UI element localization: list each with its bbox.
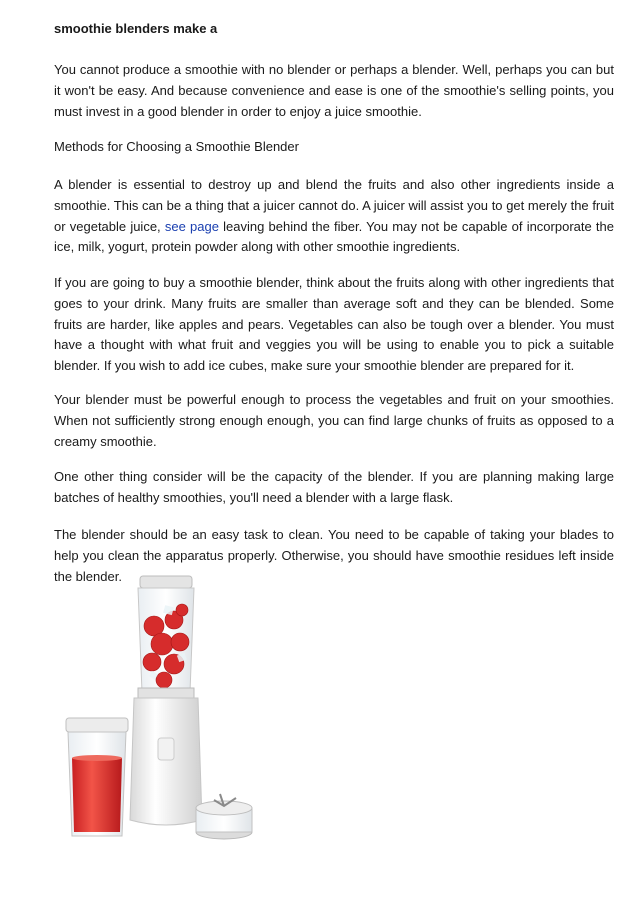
paragraph-cleaning: The blender should be an easy task to clean. You need to be capable of taking your blades to help you clean the apparatus properly. Otherwise, you should have smoothie residues left inside the blender. [54,527,614,584]
paragraph-power: Your blender must be powerful enough to process the vegetables and fruit on your smoothies. When not sufficiently strong enough enough, you can find large chunks of fruits as opposed to a creamy smoothie. [54,392,614,449]
paragraph-intro: You cannot produce a smoothie with no blender or perhaps a blender. Well, perhaps you can but it won't be easy. And because convenience and ease is one of the smoothie's selling points, you must invest in a good blender in order to enjoy a juice smoothie. [54,62,614,119]
section-heading: Methods for Choosing a Smoothie Blender [54,139,299,154]
paragraph-fruits: If you are going to buy a smoothie blender, think about the fruits along with other ingredients that goes to your drink. Many fruits are smaller than average soft and they can be blended. Some fruits are harder, like apples and pears. Vegetables can also be tough over a blender. You must have a thought with what fruit and veggies you will be using to enable you to pick a suitable blender. If you wish to add ice cubes, make sure your smoothie blender are prepared for it. [54,275,614,374]
paragraph-juicer [54,175,614,258]
paragraph-juicer-text-1: A blender is essential to destroy up and blend the fruits and also other ingredients inside a smoothie. This can be a thing that a juicer cannot do. A juicer will assist you to get merely the fruit or vegetable juice, [54,177,614,234]
see-page-link[interactable]: see page [164,218,219,234]
paragraph-capacity: One other thing consider will be the capacity of the blender. If you are planning making large batches of healthy smoothies, you'll need a blender with a large flask. [54,469,614,505]
document-title: smoothie blenders make a [54,21,218,36]
paragraph-juicer-text-2: leaving behind the fiber. You may not be capable of incorporate the ice, milk, yogurt, protein powder along with other smoothie ingredients. [54,218,614,255]
smoothie-blender-image [54,568,264,854]
